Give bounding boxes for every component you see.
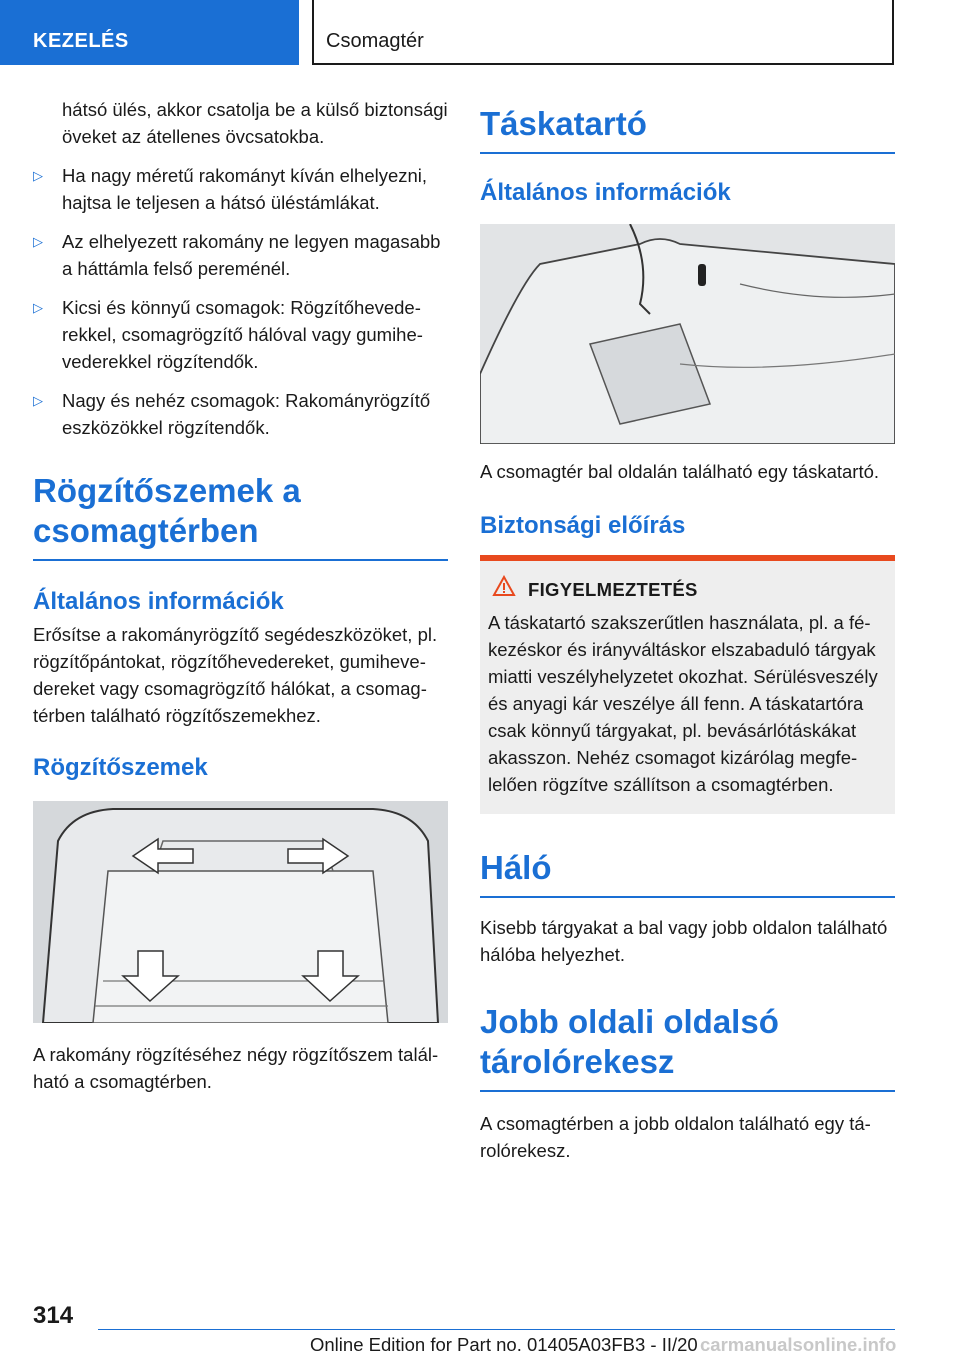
edition-note: Online Edition for Part no. 01405A03FB3 - II/20	[310, 1334, 698, 1355]
warning-box	[480, 555, 895, 814]
subheading-tie-down-eyes: Rögzítőszemek	[33, 754, 208, 781]
right-column	[480, 96, 895, 1164]
continued-paragraph: hátsó ülés, akkor csatolja be a külső biztonsági öveket az átellenes övcsatokba.	[62, 99, 448, 147]
figure-caption: A rakomány rögzítéséhez négy rögzítőszem található a csomagtérben.	[33, 1044, 439, 1092]
heading-right-storage: Jobb oldali oldalsó tárolórekesz	[480, 1002, 895, 1092]
triangle-bullet-icon: ▷	[33, 393, 43, 408]
warning-triangle-icon	[492, 575, 516, 602]
heading-bag-hook: Táskatartó	[480, 104, 895, 154]
triangle-bullet-icon: ▷	[33, 300, 43, 315]
storage-paragraph: A csomagtérben a jobb oldalon található egy tárolórekesz.	[480, 1113, 871, 1161]
heading-tie-down-eyes: Rögzítőszemek a csomagtérben	[33, 471, 448, 561]
bag-hook-icon	[698, 264, 706, 286]
net-paragraph: Kisebb tárgyakat a bal vagy jobb oldalon található hálóba helyezhet.	[480, 917, 888, 965]
bag-hook-caption: A csomagtér bal oldalán található egy táskatartó.	[480, 461, 880, 482]
footer-divider	[98, 1329, 895, 1330]
list-item: ▷ Az elhelyezett rakomány ne legyen magasabb a háttámla felső pereménél.	[33, 228, 448, 282]
header-section-label: KEZELÉS	[33, 30, 129, 52]
subheading-general-info-right: Általános információk	[480, 179, 731, 206]
triangle-bullet-icon: ▷	[33, 168, 43, 183]
list-item: ▷ Nagy és nehéz csomagok: Rakományrögzítő eszközökkel rögzítendők.	[33, 387, 448, 441]
triangle-bullet-icon: ▷	[33, 234, 43, 249]
heading-net: Háló	[480, 848, 895, 898]
watermark: carmanualsonline.info	[700, 1334, 897, 1355]
bag-hook-figure	[480, 224, 895, 444]
page-number: 314	[33, 1302, 74, 1329]
bullet-list	[33, 162, 448, 441]
subheading-general-info: Általános információk	[33, 588, 284, 615]
header-chapter-label: Csomagtér	[326, 30, 424, 52]
left-column	[33, 96, 448, 1095]
warning-text: A táskatartó szakszerűtlen használata, pl. a fékezéskor és irányváltáskor elszabaduló tárgyak miatti veszélyhelyzetet okozhat. Sérülésveszély és anyagi kár veszélye áll fenn. A táskatartóra csak könnyű tárgyakat, pl. bevásárlótáskákat akasszon. Nehéz csomagot kizárólag megfelelően rögzítve szállítson a csomagtérben.	[488, 612, 878, 795]
subheading-safety: Biztonsági előírás	[480, 512, 686, 539]
header-chapter-tab	[312, 0, 894, 65]
list-item: ▷ Ha nagy méretű rakományt kíván elhelyezni, hajtsa le teljesen a hátsó üléstámlákat.	[33, 162, 448, 216]
general-info-paragraph: Erősítse a rakományrögzítő segédeszközöket, pl. rögzítőpántokat, rögzítőhevedereket, gumihevedereket vagy csomagrögzítő hálókat, a csomagtérben található rögzítőszemekhez.	[33, 624, 438, 726]
list-item: ▷ Kicsi és könnyű csomagok: Rögzítőhevederekkel, csomagrögzítő hálóval vagy gumihevederekkel rögzítendők.	[33, 294, 448, 375]
header-section-tab	[0, 0, 299, 65]
warning-title: FIGYELMEZTETÉS	[528, 579, 887, 601]
trunk-tie-down-figure	[33, 801, 448, 1023]
